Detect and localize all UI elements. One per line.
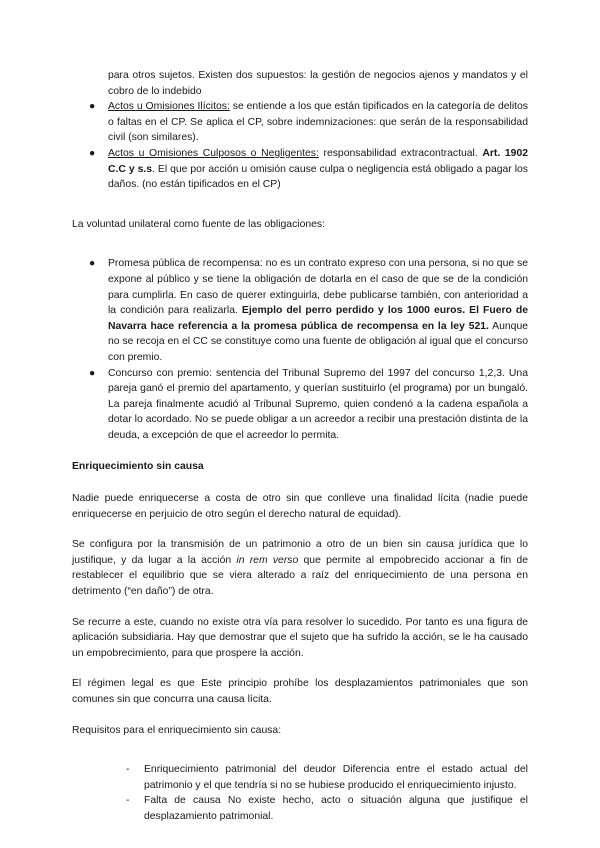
requisito-text: Falta de causa No existe hecho, acto o situación alguna que justifique el desplazamiento patrimonial. (144, 795, 528, 822)
bullet-dot-icon: ● (89, 258, 96, 270)
paragraph-regimen: El régimen legal es que Este principio prohíbe los desplazamientos patrimoniales que son comunes sin que concurra una causa lícita. (72, 678, 528, 705)
dash-marker: - (126, 795, 130, 807)
requisito-text: Enriquecimiento patrimonial del deudor Diferencia entre el estado actual del patrimonio y el que tendría si no se hubiese producido el enriquecimiento injusto. (144, 764, 528, 791)
bullet-concurso-premio (72, 366, 528, 444)
bullet-text: Aunque no se recoja en el CC se constituye como una fuente de obligación al igual que el concurso con premio. (108, 320, 528, 363)
bullet-text: Promesa pública de recompensa: no es un contrato expreso con una persona, si no que se expone al público y se tiene la obligación de dotarla en el caso de que se de la condición para cumplirla. En caso de querer extinguirla, debe publicarse también, con anterioridad a la condición para realizarla. (108, 258, 528, 317)
bullet-text: responsabilidad extracontractual. (318, 147, 483, 159)
paragraph-italic-term: in rem verso (236, 554, 299, 566)
bullet-label: Actos u Omisiones Culposos o Negligentes: (108, 147, 319, 159)
bullet-promesa-publica (72, 256, 528, 365)
bullet-text: se entiende a los que están tipificados en la categoría de delitos o faltas en el CP. Se aplica el CP, sobre indemnizaciones: que serán de la responsabilidad civil (son similares). (108, 101, 528, 144)
paragraph-recurre: Se recurre a este, cuando no existe otra vía para resolver lo sucedido. Por tanto es una figura de aplicación subsidiaria. Hay que demostrar que el sujeto que ha sufrido la acción, se le ha causado un empobrecimiento, para que prospere la acción. (72, 616, 528, 659)
bullet-label: Actos u Omisiones Ilícitos: (108, 101, 230, 113)
paragraph-text: Se configura por la transmisión de un patrimonio a otro de un bien sin causa jurídica que lo justifique, y da lugar a la acción (72, 539, 528, 566)
bullet-actos-culposos (72, 146, 528, 193)
unilateral-heading: La voluntad unilateral como fuente de las obligaciones: (72, 218, 326, 230)
bullet-bold-fuero: El Fuero de Navarra hace referencia a la promesa pública de recompensa en la ley 521. (108, 305, 528, 332)
bullet-bold-ref: Art. 1902 C.C y s.s (108, 147, 528, 175)
continuation-text: para otros sujetos. Existen dos supuestos: la gestión de negocios ajenos y mandatos y el cobro de lo indebido (108, 70, 528, 97)
bullet-actos-ilicitos (72, 99, 528, 146)
paragraph-configura (72, 537, 528, 599)
bullet-text: Concurso con premio: sentencia del Tribunal Supremo del 1997 del concurso 1,2,3. Una pareja ganó el premio del apartamento, y querían sustituirlo (el programa) por un bungaló. La pareja finalmente acudió al Tribunal Supremo, quien condenó a la cadena española a dotar lo acordado. No se puede obligar a un acreedor a recibir una prestación distinta de la deuda, a excepción de que el acreedor lo permita. (108, 367, 528, 441)
bullet-dot-icon: ● (89, 147, 96, 159)
requisito-item (72, 762, 528, 793)
bullet-dot-icon: ● (89, 367, 96, 379)
dash-marker: - (126, 764, 130, 776)
requisitos-heading: Requisitos para el enriquecimiento sin causa: (72, 724, 282, 736)
section-title: Enriquecimiento sin causa (72, 461, 204, 473)
bullet-bold-example: Ejemplo del perro perdido y los 1000 euros. (241, 305, 466, 317)
requisito-item (72, 793, 528, 824)
paragraph-text: que permite al empobrecido accionar a fin de restablecer el equilibrio que se viera alterado a raíz del enriquecimiento de una persona en detrimento (“en daño”) de otra. (72, 554, 528, 598)
bullet-dot-icon: ● (89, 101, 96, 113)
bullet-text: . El que por acción u omisión cause culpa o negligencia está obligado a pagar los daños. (no están tipificados en el CP) (108, 163, 528, 191)
paragraph-nadie: Nadie puede enriquecerse a costa de otro sin que conlleve una finalidad lícita (nadie puede enriquecerse en perjuicio de otro según el derecho natural de equidad). (72, 493, 528, 520)
